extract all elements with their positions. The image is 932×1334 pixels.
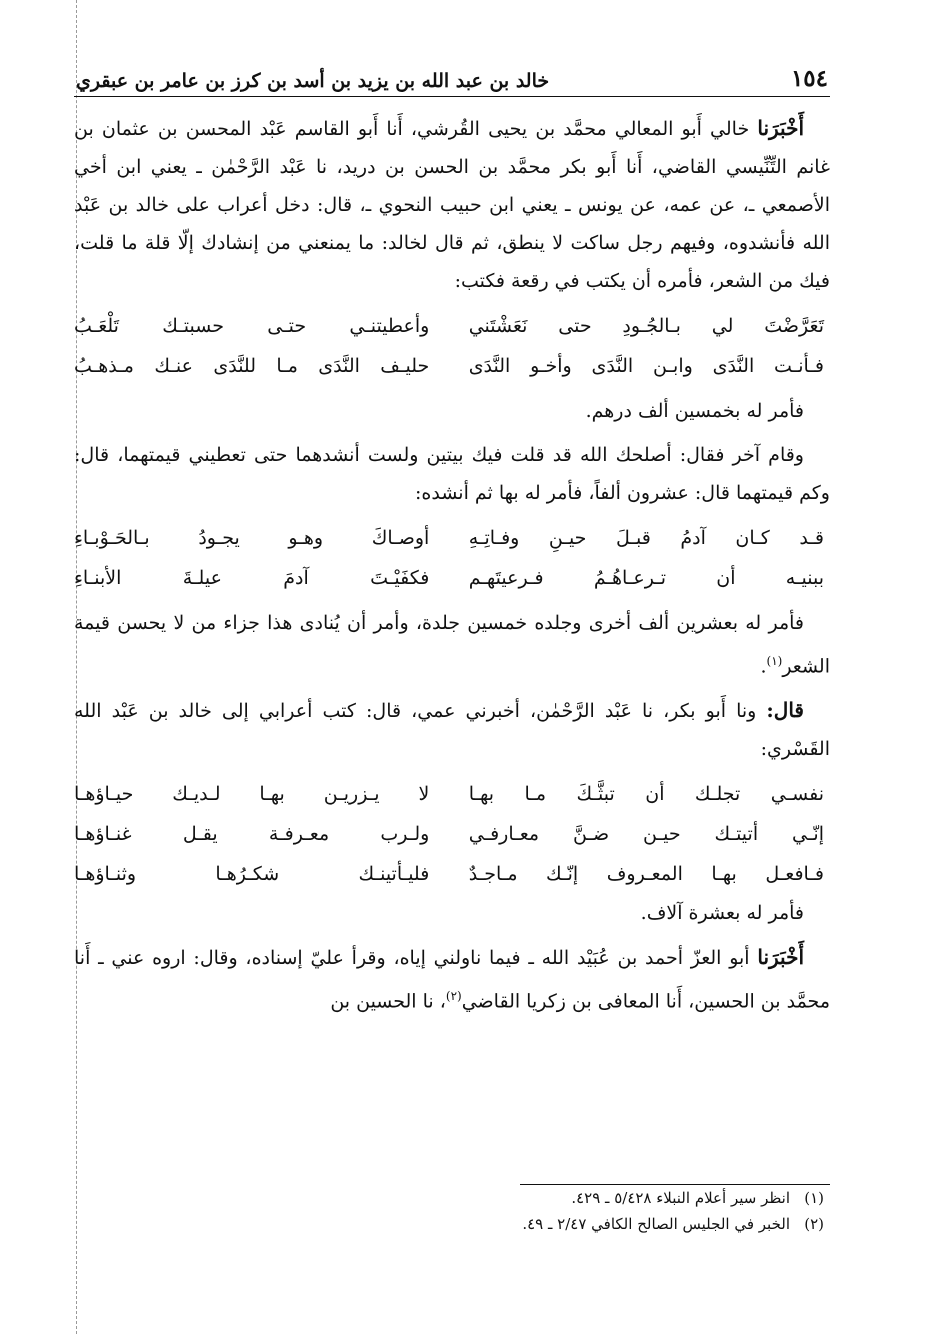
verse-row <box>74 854 830 894</box>
verse-first-hemistich: إنّـي أتيتـك حيـن ضـنَّ معـارفـي <box>468 823 824 846</box>
verse-row <box>74 346 830 386</box>
paragraph-1 <box>74 109 830 300</box>
paragraph-1-text: خالي أَبو المعالي محمَّد بن يحيى القُرشي، أَنا أَبو القاسم عَبْد المحسن بن عثمان بن غانم التِّنِّيسي القاضي، أَنا أَبو بكر محمَّد بن الحسن بن دريد، نا عَبْد الرَّحْمٰن ـ يعني ابن أخي الأصمعي ـ، عن عمه، عن يونس ـ يعني ابن حبيب النحوي ـ، قال: دخل أعراب على خالد بن عَبْد الله فأنشدوه، وفيهم رجل ساكت لا ينطق، ثم قال لخالد: ما يمنعني من إنشادك إلّا قلة ما قلت، فيك من الشعر، فأمره أن يكتب في رقعة فكتب: <box>74 118 830 292</box>
paragraph-5 <box>74 691 830 768</box>
verse-second-hemistich: فليـأتينـك شكـرُهـا وثنـاؤهـا <box>74 863 430 886</box>
footnote-item <box>74 1211 830 1237</box>
akhbarana-keyword: أَخْبَرَنا <box>757 116 804 140</box>
verse-row <box>74 774 830 814</box>
paragraph-6: فأمر له بعشرة آلاف. <box>640 902 804 925</box>
verse-first-hemistich: فـأنـت النَّدَى وابـن النَّدَى وأخـو النَّدَى <box>468 355 824 377</box>
footnote-ref-2: (٢) <box>445 989 462 1004</box>
paragraph-2: فأمر له بخمسين ألف درهم. <box>585 400 804 422</box>
footnote-ref-1: (١) <box>766 654 783 668</box>
footnote-number: (١) <box>804 1189 824 1207</box>
page-header <box>74 52 830 97</box>
footnote-text: انظر سير أعلام النبلاء ٥/٤٢٨ ـ ٤٢٩. <box>571 1189 790 1207</box>
akhbarana-keyword: أَخْبَرَنا <box>757 945 804 970</box>
footnote-number: (٢) <box>804 1215 824 1233</box>
footnote-item <box>74 1185 830 1211</box>
paragraph-4-text: فأمر له بعشرين ألف أخرى وجلده خمسين جلدة، وأمر أن يُنادى هذا جزاء من لا يحسن قيمة الشعر <box>74 612 830 678</box>
verse-first-hemistich: فـافعـل بهـا المعـروف إنّـك مـاجـدٌ <box>468 863 824 886</box>
verse-row <box>74 814 830 854</box>
verse-row <box>74 518 830 558</box>
footnote-text: الخبر في الجليس الصالح الكافي ٢/٤٧ ـ ٤٩. <box>522 1215 790 1233</box>
verse-row <box>74 306 830 346</box>
verse-second-hemistich: وأعطيتنـي حتـى حسبتـك تَلْعَـبُ <box>74 315 430 337</box>
verse-row <box>74 558 830 598</box>
paragraph-3: وقام آخر فقال: أصلحك الله قد قلت فيك بيتين ولست أنشدهما حتى تعطيني قيمتهما، قال: وكم قيمتهما قال: عشرون ألفاً، فأمر له بها ثم أنشده: <box>74 444 830 504</box>
paragraph-4 <box>74 604 830 685</box>
verse-first-hemistich: تَعَرَّضْتَ لي بـالجُـودِ حتى نَعَشْتَني <box>468 315 824 337</box>
verse-first-hemistich: قـد كـان آدمُ قبـلَ حيـنِ وفـاتِـهِ <box>468 527 824 549</box>
poem-1 <box>74 306 830 386</box>
verse-second-hemistich: فكفَيْـتَ آدمَ عيلـةَ الأبنـاءِ <box>74 567 430 589</box>
qala-keyword: قال: <box>766 698 804 723</box>
verse-first-hemistich: نفسـي تجلـك أن تبثَّـكَ مـا بهـا <box>468 783 824 806</box>
verse-first-hemistich: ببنيـه أن تـرعـاهُـمُ فـرعيتَهـم <box>468 567 824 589</box>
poem-2 <box>74 518 830 598</box>
book-page <box>74 52 830 1282</box>
verse-second-hemistich: لا يـزريـن بهـا لـديـك حيـاؤهـا <box>74 783 430 806</box>
paragraph-7-text: أبو العزّ أحمد بن عُبَيْد الله ـ فيما ناولني إياه، وقرأ عليّ إسناده، وقال: اروه عني ـ أَنا محمَّد بن الحسين، أَنا المعافى بن زكريا القاضي <box>74 947 830 1013</box>
paragraph-7-text-end: ، نا الحسين بن <box>330 990 446 1013</box>
verse-second-hemistich: ولـرب معـرفـة يقـل غنـاؤهـا <box>74 823 430 846</box>
verse-second-hemistich: حليـف النَّدَى مـا للنَّدَى عنـك مـذهـبُ <box>74 355 430 377</box>
poem-3 <box>74 774 830 894</box>
paragraph-7 <box>74 938 830 1020</box>
running-title: خالد بن عبد الله بن يزيد بن أسد بن كرز بن عامر بن عبقري <box>76 70 550 92</box>
paragraph-4-end: . <box>760 655 767 678</box>
footnotes <box>74 1184 830 1237</box>
page-number: ١٥٤ <box>790 65 828 92</box>
verse-second-hemistich: أوصـاكَ وهـو يجـودُ بـالحَـوْبـاءِ <box>74 527 430 549</box>
paragraph-5-text: ونا أَبو بكر، نا عَبْد الرَّحْمٰن، أخبرني عمي، قال: كتب أعرابي إلى خالد بن عَبْد الله القَسْري: <box>74 700 830 761</box>
